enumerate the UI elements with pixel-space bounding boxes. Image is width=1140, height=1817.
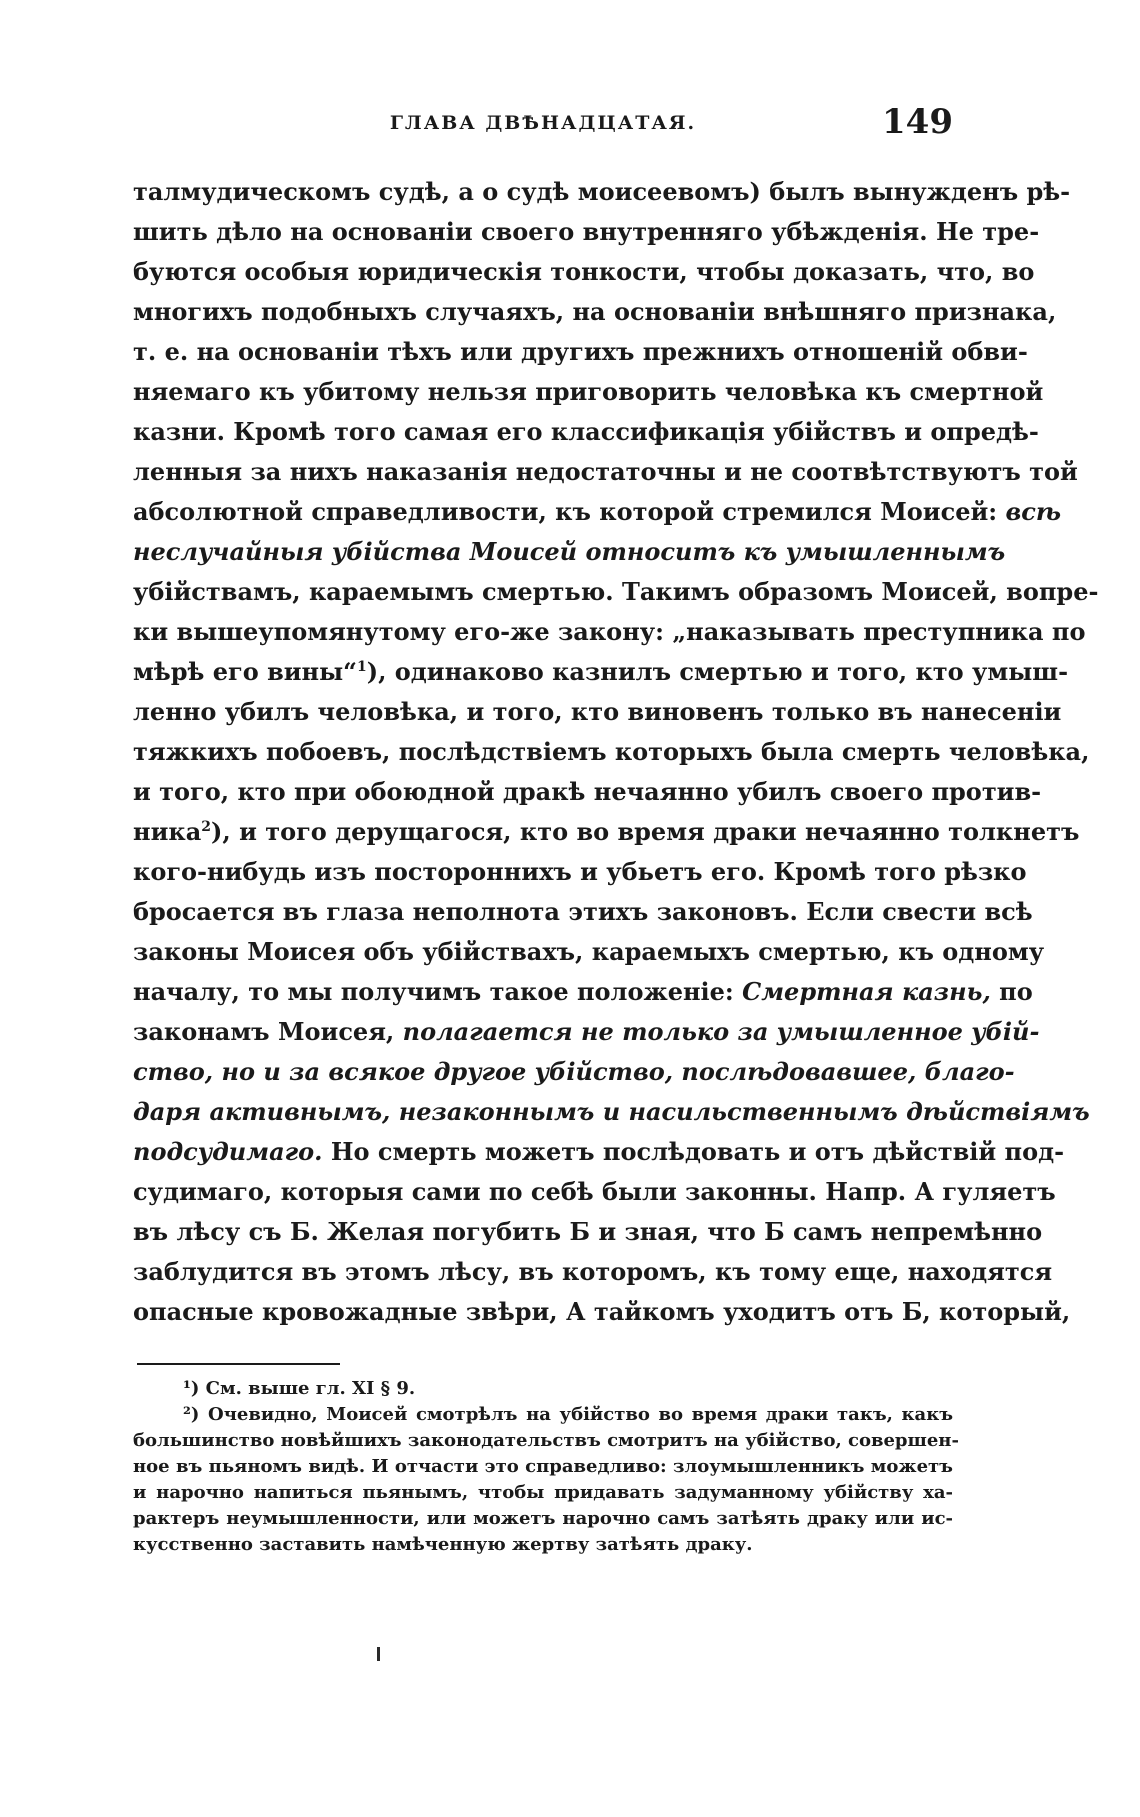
text-line: неслучайныя убійства Моисей относитъ къ умышленнымъ [133,537,1006,566]
text-line: опасные кровожадные звѣри, А тайкомъ уходитъ отъ Б, который, [133,1297,1071,1326]
footnote-divider [137,1363,340,1365]
page-number: 149 [882,102,953,142]
text-line: бросается въ глаза неполнота этихъ законовъ. Если свести всѣ [133,897,1033,926]
ink-speck [377,1647,380,1661]
text-line: началу, то мы получимъ такое положеніе: Смертная казнь, по [133,977,1033,1006]
text-line: подсудимаго. Но смерть можетъ послѣдовать и отъ дѣйствій под- [133,1137,1065,1166]
footnote-2-line: большинство новѣйшихъ законодательствъ смотритъ на убійство, совершен- [133,1430,959,1451]
text-line: шить дѣло на основаніи своего внутренняго убѣжденія. Не тре- [133,217,1040,246]
text-line: няемаго къ убитому нельзя приговорить человѣка къ смертной [133,377,1044,406]
text-line: законы Моисея объ убійствахъ, караемыхъ смертью, къ одному [133,937,1045,966]
text-line: талмудическомъ судѣ, а о судѣ моисеевомъ) былъ вынужденъ рѣ- [133,177,1071,206]
footnote-ref-2: 2 [201,819,211,835]
text-line: кого-нибудь изъ постороннихъ и убьетъ его. Кромѣ того рѣзко [133,857,1027,886]
footnote-ref-1: 1 [356,659,367,675]
text-line: и того, кто при обоюдной дракѣ нечаянно убилъ своего против- [133,777,1042,806]
text-line: ленно убилъ человѣка, и того, кто виновенъ только въ нанесеніи [133,697,1062,726]
text-line: ки вышеупомянутому его-же закону: „наказывать преступника по [133,617,1086,646]
text-line: убійствамъ, караемымъ смертью. Такимъ образомъ Моисей, вопре- [133,577,1099,606]
text-line: даря активнымъ, незаконнымъ и насильственнымъ дѣйствіямъ [133,1097,1090,1126]
text-line: ника$^2$), и того дерущагося, кто во время драки нечаянно толкнетъ [133,817,1080,846]
footnote-2-line: кусственно заставить намѣченную жертву затѣять драку. [133,1534,753,1555]
footnote-2-line: ное въ пьяномъ видѣ. И отчасти это справедливо: злоумышленникъ можетъ [133,1456,953,1477]
text-line: судимаго, которыя сами по себѣ были законны. Напр. А гуляетъ [133,1177,1056,1206]
text-line: ленныя за нихъ наказанія недостаточны и не соотвѣтствуютъ той [133,457,1078,486]
body-text [133,172,1099,1332]
text-line: т. е. на основаніи тѣхъ или другихъ прежнихъ отношеній обви- [133,337,1028,366]
footnotes [133,1376,959,1558]
text-line: абсолютной справедливости, къ которой стремился Моисей: всѣ [133,497,1062,526]
text-line: ство, но и за всякое другое убійство, послѣдовавшее, благо- [133,1057,1015,1086]
text-line: казни. Кромѣ того самая его классификація убійствъ и опредѣ- [133,417,1039,446]
text-line: законамъ Моисея, полагается не только за умышленное убій- [133,1017,1040,1046]
text-line: въ лѣсу съ Б. Желая погубить Б и зная, что Б самъ непремѣнно [133,1217,1043,1246]
running-head [133,102,953,148]
text-line: многихъ подобныхъ случаяхъ, на основаніи внѣшняго признака, [133,297,1057,326]
text-line: буются особыя юридическія тонкости, чтобы доказать, что, во [133,257,1035,286]
text-line: мѣрѣ его вины“$^1$), одинаково казнилъ смертью и того, кто умыш- [133,657,1069,686]
text-line: тяжкихъ побоевъ, послѣдствіемъ которыхъ была смерть человѣка, [133,737,1090,766]
footnote-2-line: рактеръ неумышленности, или можетъ нарочно самъ затѣять драку или ис- [133,1508,953,1529]
footnote-2-line: и нарочно напиться пьянымъ, чтобы придавать задуманному убійству ха- [133,1482,953,1503]
text-line: заблудится въ этомъ лѣсу, въ которомъ, къ тому еще, находятся [133,1257,1053,1286]
footnote-1: ¹) См. выше гл. XI § 9. [183,1378,416,1399]
chapter-title: ГЛАВА ДВѢНАДЦАТАЯ. [389,112,697,134]
footnote-2-line: ²) Очевидно, Моисей смотрѣлъ на убійство во время драки такъ, какъ [183,1404,953,1425]
